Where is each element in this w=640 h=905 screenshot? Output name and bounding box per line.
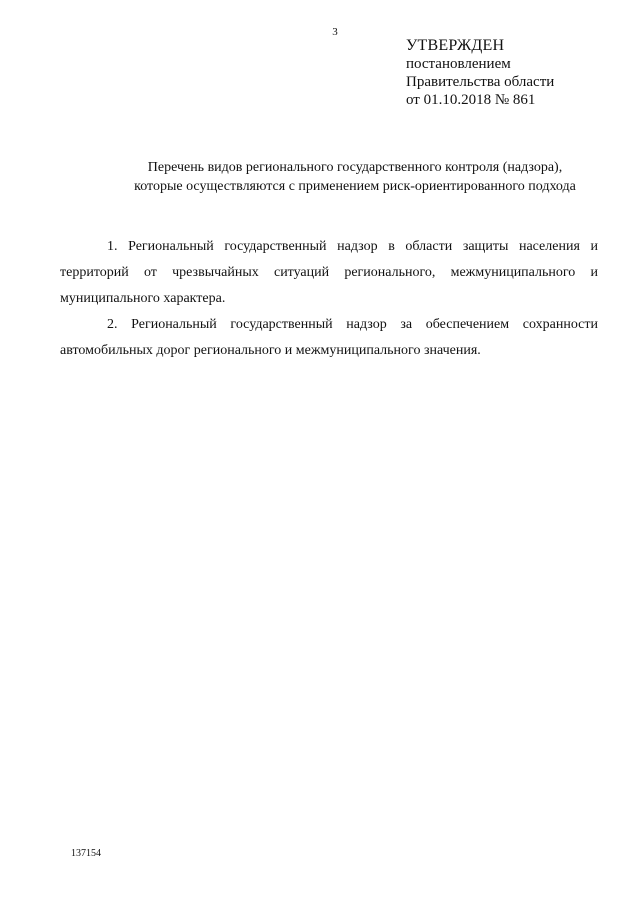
approval-date-number: от 01.10.2018 № 861 [406,92,536,108]
list-item-2: 2. Региональный государственный надзор за обеспечением сохранности автомобильных дорог регионального и межмуниципального значения. [60,317,598,358]
approval-government: Правительства области [406,74,555,90]
approval-resolution: постановлением [406,56,511,72]
document-title-line-2: которые осуществляются с применением риск-ориентированного подхода [134,179,576,194]
document-title [60,158,640,196]
list-item-1: 1. Региональный государственный надзор в области защиты населения и территорий от чрезвычайных ситуаций регионального, межмуниципального и муниципального характера. [60,239,598,306]
document-title-line-1: Перечень видов регионального государственного контроля (надзора), [147,160,563,175]
approval-stamp [406,37,626,109]
footer-document-code: 137154 [71,848,101,859]
control-types-list [60,234,598,364]
approval-heading: УТВЕРЖДЕН [406,37,505,54]
page-number: 3 [332,26,338,38]
